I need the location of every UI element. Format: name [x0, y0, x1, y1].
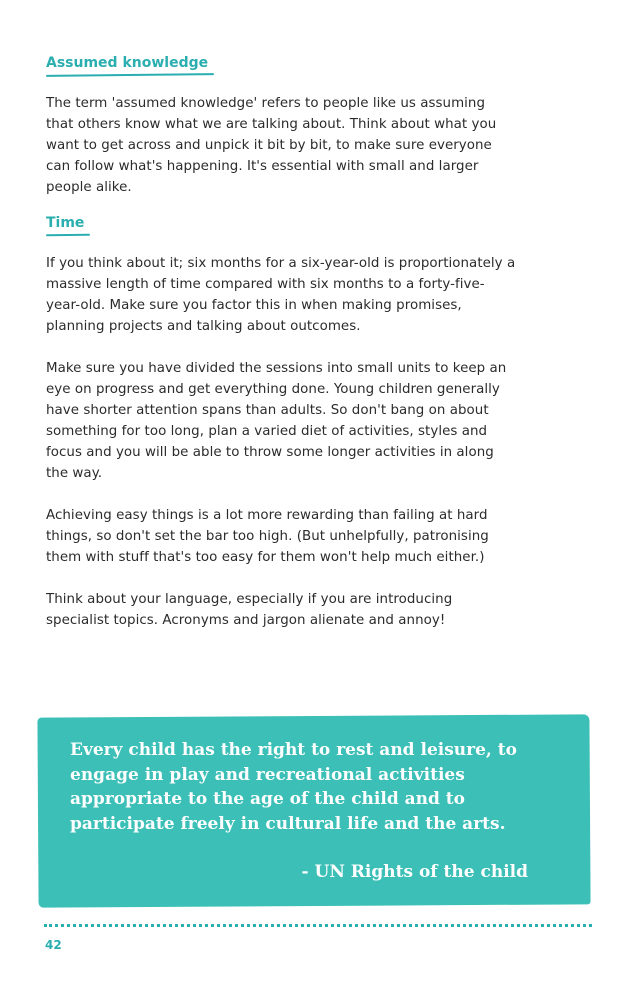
quote-text: Every child has the right to rest and leisure, to engage in play and recreational activities appropriate to the age of the child and to participate freely in cultural life and the arts.: [70, 740, 517, 834]
paragraph-time-3: Achieving easy things is a lot more rewarding than failing at hard things, so don't set the bar too high. (But unhelpfully, patronising them with stuff that's too easy for them won't help much either.): [46, 508, 489, 565]
paragraph-time-2: Make sure you have divided the sessions into small units to keep an eye on progress and get everything done. Young children generally have shorter attention spans than adults. So don't bang on about something for too long, plan a varied diet of activities, styles and focus and you will be able to throw some longer activities in along the way.: [46, 361, 507, 481]
dotted-divider: [44, 924, 592, 927]
section-heading-time: Time: [46, 215, 84, 236]
main-content: [46, 52, 516, 631]
paragraph-time-4: Think about your language, especially if you are introducing specialist topics. Acronyms and jargon alienate and annoy!: [46, 592, 453, 628]
paragraph-assumed-knowledge: The term 'assumed knowledge' refers to people like us assuming that others know what we are talking about. Think about what you want to get across and unpick it bit by bit, to make sure everyone can follow what's happening. It's essential with small and larger people alike.: [46, 96, 497, 195]
paragraph-time-1: If you think about it; six months for a six-year-old is proportionately a massive length of time compared with six months to a forty-five-year-old. Make sure you factor this in when making promises, planning projects and talking about outcomes.: [46, 256, 516, 334]
page-number: 42: [45, 938, 62, 952]
quote-attribution: - UN Rights of the child: [301, 862, 528, 882]
section-heading-assumed-knowledge: Assumed knowledge: [46, 55, 208, 76]
